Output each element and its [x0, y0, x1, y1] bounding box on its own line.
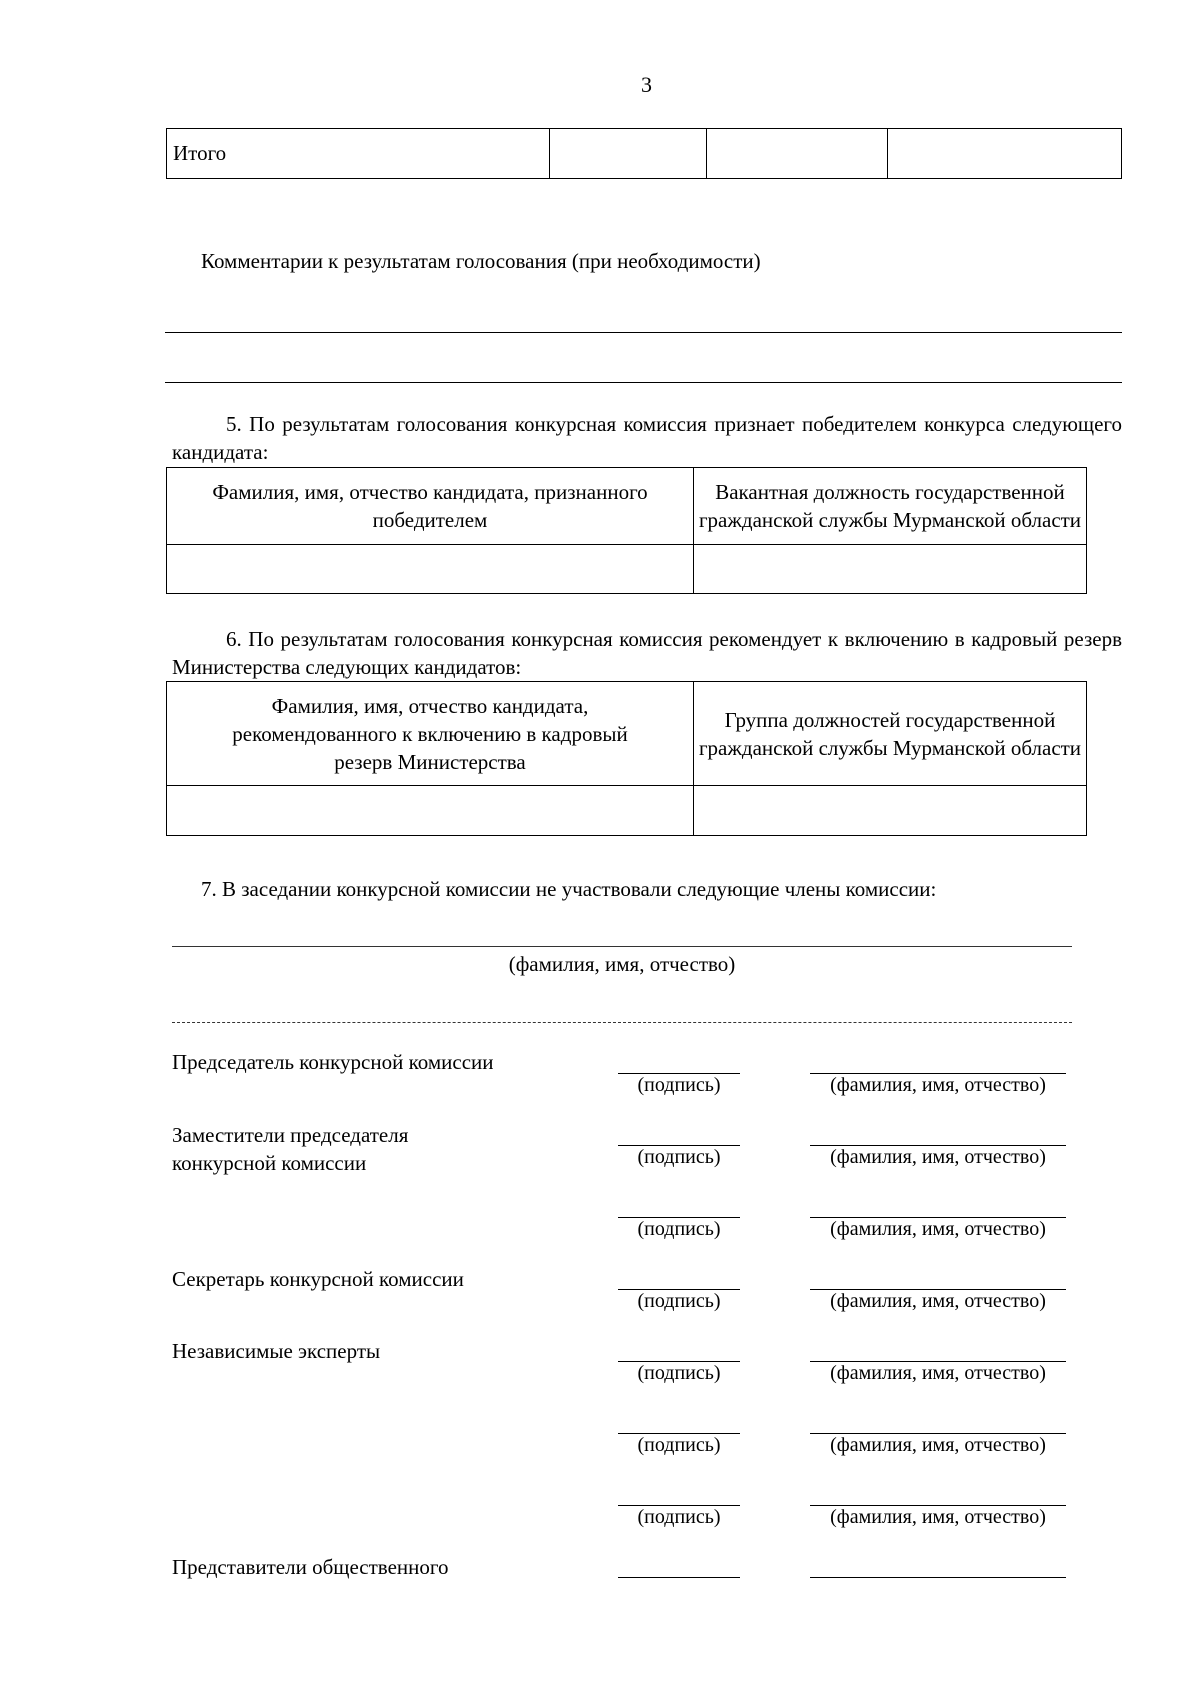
- absent-members-line: [172, 946, 1072, 947]
- total-label: Итого: [173, 141, 227, 165]
- section6-text-content: 6. По результатам голосования конкурсная комиссия рекомендует к включению в кадровый резерв Министерства следующих кандидатов:: [172, 627, 1122, 679]
- table-row: [167, 545, 1087, 594]
- comments-label: Комментарии к результатам голосования (при необходимости): [201, 249, 761, 273]
- total-cell: [550, 129, 707, 179]
- signature-caption: (подпись): [637, 1362, 721, 1384]
- reserve-col1-header: Фамилия, имя, отчество кандидата, рекомендованного к включению в кадровый резерв Министерства: [167, 682, 694, 786]
- section5-text: [172, 410, 1122, 466]
- total-cell: [888, 129, 1122, 179]
- deputies-label-line1: Заместители председателя: [172, 1123, 409, 1147]
- table-row: [167, 682, 1087, 786]
- fio-caption: (фамилия, имя, отчество): [830, 1290, 1046, 1312]
- reserve-col2-header: Группа должностей государственной гражданской службы Мурманской области: [694, 682, 1087, 786]
- total-label-cell: [167, 129, 550, 179]
- fio-caption: (фамилия, имя, отчество): [830, 1506, 1046, 1528]
- total-table: [166, 128, 1122, 179]
- signature-caption: (подпись): [637, 1506, 721, 1528]
- comments-line: [165, 332, 1122, 333]
- page-number: 3: [641, 72, 652, 97]
- section6-text: [172, 625, 1122, 681]
- absent-members-line-2: [172, 1022, 1072, 1023]
- reserve-table: [166, 681, 1087, 836]
- public-reps-label: Представители общественного: [172, 1555, 449, 1579]
- section7-text: 7. В заседании конкурсной комиссии не участвовали следующие члены комиссии:: [201, 877, 937, 901]
- fio-line: [810, 1577, 1066, 1578]
- winner-position-cell: [694, 545, 1087, 594]
- fio-caption: (фамилия, имя, отчество): [830, 1434, 1046, 1456]
- signature-caption: (подпись): [637, 1146, 721, 1168]
- signature-caption: (подпись): [637, 1290, 721, 1312]
- fio-caption: (фамилия, имя, отчество): [830, 1146, 1046, 1168]
- secretary-label: Секретарь конкурсной комиссии: [172, 1267, 464, 1291]
- winner-name-cell: [167, 545, 694, 594]
- total-cell: [707, 129, 888, 179]
- comments-line: [165, 382, 1122, 383]
- signature-caption: (подпись): [637, 1434, 721, 1456]
- absent-fio-caption: (фамилия, имя, отчество): [508, 952, 736, 976]
- fio-caption: (фамилия, имя, отчество): [830, 1074, 1046, 1096]
- reserve-name-cell: [167, 786, 694, 836]
- section5-text-content: 5. По результатам голосования конкурсная комиссия признает победителем конкурса следующего кандидата:: [172, 412, 1122, 464]
- experts-label: Независимые эксперты: [172, 1339, 381, 1363]
- table-row: [167, 129, 1122, 179]
- signature-caption: (подпись): [637, 1074, 721, 1096]
- chairman-label: Председатель конкурсной комиссии: [172, 1050, 494, 1074]
- fio-caption: (фамилия, имя, отчество): [830, 1218, 1046, 1240]
- winner-col1-header: Фамилия, имя, отчество кандидата, признанного победителем: [167, 468, 694, 545]
- table-row: [167, 468, 1087, 545]
- winner-table: [166, 467, 1087, 594]
- fio-caption: (фамилия, имя, отчество): [830, 1362, 1046, 1384]
- table-row: [167, 786, 1087, 836]
- deputies-label-line2: конкурсной комиссии: [172, 1151, 367, 1175]
- reserve-group-cell: [694, 786, 1087, 836]
- signature-caption: (подпись): [637, 1218, 721, 1240]
- winner-col2-header: Вакантная должность государственной гражданской службы Мурманской области: [694, 468, 1087, 545]
- signature-line: [618, 1577, 740, 1578]
